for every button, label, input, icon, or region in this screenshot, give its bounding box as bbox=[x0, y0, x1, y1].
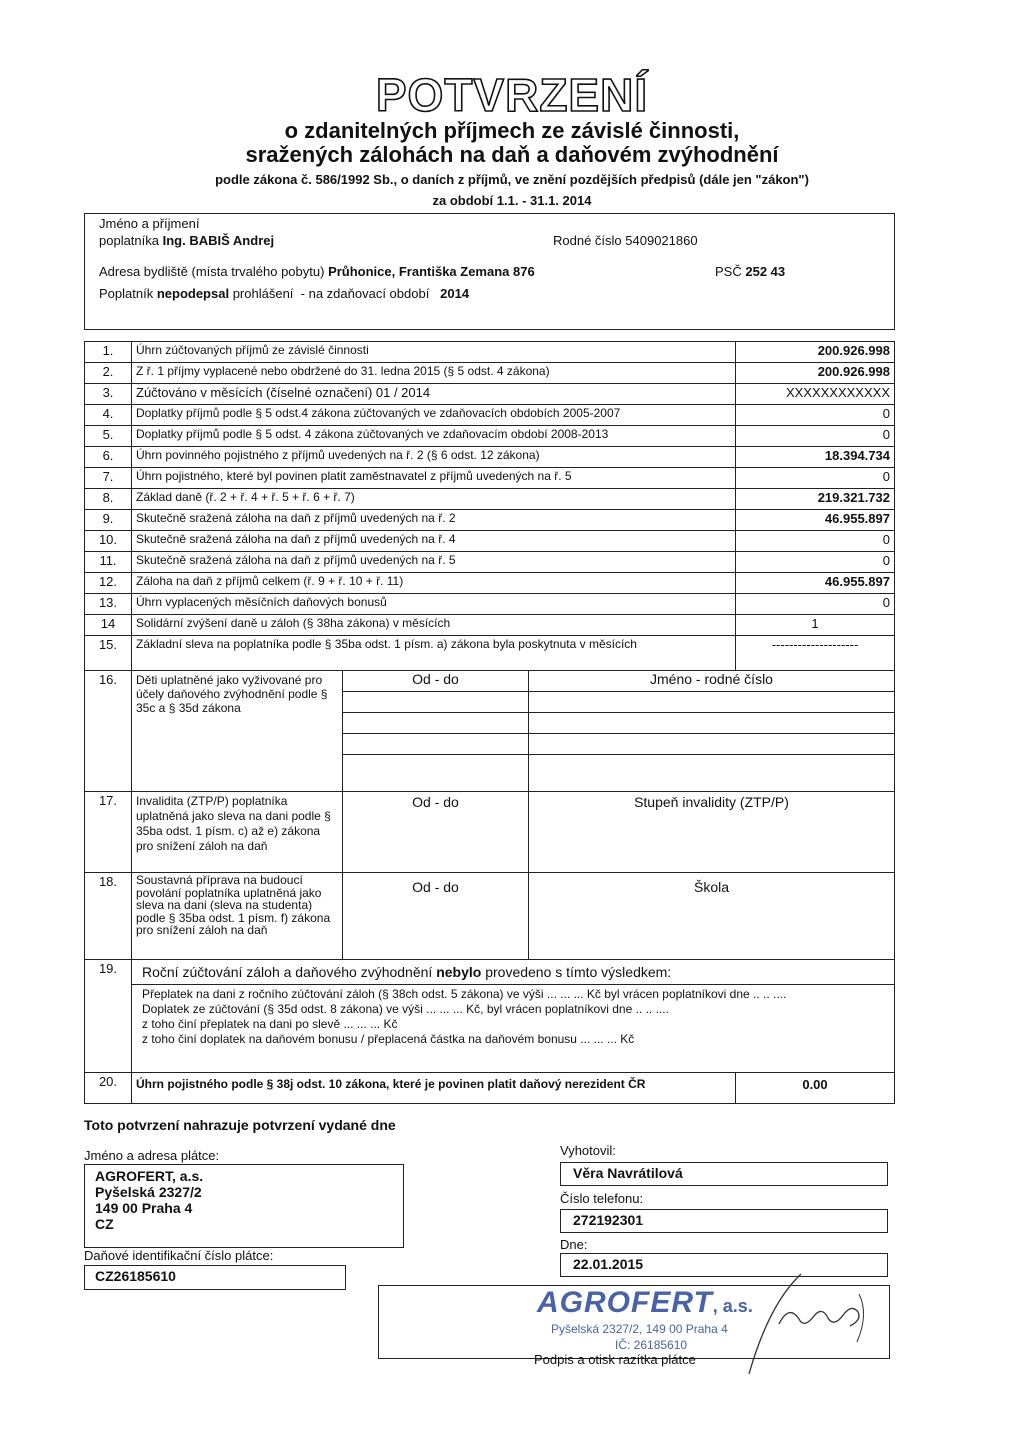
row-value: 200.926.998 bbox=[736, 363, 895, 384]
row-description: Solidární zvýšení daně u záloh (§ 38ha zákona) v měsících bbox=[132, 615, 736, 636]
row-number: 12. bbox=[85, 573, 132, 594]
row-description: Úhrn pojistného podle § 38j odst. 10 zákona, které je povinen platit daňový nerezident ČR bbox=[132, 1073, 736, 1104]
row16-content bbox=[132, 671, 895, 792]
row-value: 46.955.897 bbox=[736, 573, 895, 594]
psc-value: 252 43 bbox=[745, 264, 786, 279]
row-number: 17. bbox=[85, 792, 132, 873]
row19-content bbox=[132, 960, 895, 1073]
row-number: 1. bbox=[85, 342, 132, 363]
row19-line-2: Doplatek ze zúčtování (§ 35d odst. 8 zákona) ve výši ... ... ... Kč, byl vrácen poplatníkovi dne .. .. .... bbox=[142, 1002, 669, 1016]
row-value: 1 bbox=[736, 615, 895, 636]
row-number: 10. bbox=[85, 531, 132, 552]
row19-line-3: z toho činí přeplatek na dani po slevě ... ... ... Kč bbox=[142, 1017, 398, 1031]
address-label: Adresa bydliště (místa trvalého pobytu) bbox=[99, 264, 325, 279]
table-row bbox=[85, 615, 895, 636]
document-title: POTVRZENÍ bbox=[375, 69, 649, 121]
row-number: 19. bbox=[85, 960, 132, 1073]
row-number: 9. bbox=[85, 510, 132, 531]
income-table bbox=[84, 341, 895, 1104]
dic-box bbox=[84, 1265, 346, 1290]
row19-lines bbox=[132, 985, 894, 1049]
dic-value: CZ26185610 bbox=[95, 1268, 176, 1284]
row-number: 11. bbox=[85, 552, 132, 573]
row18-content bbox=[132, 873, 895, 960]
table-row bbox=[85, 426, 895, 447]
table-row bbox=[85, 405, 895, 426]
payer-street: Pyšelská 2327/2 bbox=[95, 1184, 202, 1200]
dic-label: Daňové identifikační číslo plátce: bbox=[84, 1248, 274, 1263]
table-row-19 bbox=[85, 960, 895, 1073]
row-description: Záloha na daň z příjmů celkem (ř. 9 + ř. 10 + ř. 11) bbox=[132, 573, 736, 594]
payer-name: AGROFERT, a.s. bbox=[95, 1168, 204, 1184]
row-number: 14 bbox=[85, 615, 132, 636]
payer-country: CZ bbox=[95, 1216, 114, 1232]
row-value: XXXXXXXXXXXX bbox=[736, 384, 895, 405]
row-description: Skutečně sražená záloha na daň z příjmů uvedených na ř. 2 bbox=[132, 510, 736, 531]
row-value: 0 bbox=[736, 552, 895, 573]
stamp-logo-text: AGROFERT bbox=[537, 1286, 713, 1319]
row-description: Skutečně sražená záloha na daň z příjmů uvedených na ř. 5 bbox=[132, 552, 736, 573]
prepared-value: Věra Navrátilová bbox=[573, 1165, 683, 1181]
row19-head-c: provedeno s tímto výsledkem: bbox=[485, 964, 672, 980]
taxpayer-name: Ing. BABIŠ Andrej bbox=[162, 233, 275, 248]
signed-suffix: prohlášení bbox=[232, 286, 294, 301]
row-description: Zúčtováno v měsících (číselné označení) 01 / 2014 bbox=[132, 384, 736, 405]
row-number: 6. bbox=[85, 447, 132, 468]
table-row-18 bbox=[85, 873, 895, 960]
col-school: Škola bbox=[693, 879, 730, 895]
signature-icon bbox=[739, 1264, 889, 1384]
table-row bbox=[85, 594, 895, 615]
row-description: Soustavná příprava na budoucí povolání poplatníka uplatněná jako sleva na dani (sleva na studenta) podle § 35ba odst. 1 písm. f) zákona pro snížení záloh na daň bbox=[132, 873, 343, 959]
date-label: Dne: bbox=[560, 1237, 588, 1252]
row-number: 3. bbox=[85, 384, 132, 405]
table-row bbox=[85, 468, 895, 489]
row-description: Invalidita (ZTP/P) poplatníka uplatněná jako sleva na dani podle § 35ba odst. 1 písm. c) až e) zákona pro snížení záloh na daň bbox=[132, 792, 343, 872]
table-row bbox=[85, 573, 895, 594]
prepared-box bbox=[560, 1162, 888, 1186]
prepared-label: Vyhotovil: bbox=[560, 1143, 616, 1158]
law-reference: podle zákona č. 586/1992 Sb., o daních z příjmů, ve znění pozdějších předpisů (dále jen "zákon") bbox=[215, 172, 809, 187]
table-row-17 bbox=[85, 792, 895, 873]
table-row bbox=[85, 342, 895, 363]
row-number: 15. bbox=[85, 636, 132, 671]
payer-city: 149 00 Praha 4 bbox=[95, 1200, 193, 1216]
stamp-logo-suffix: , a.s. bbox=[712, 1296, 753, 1316]
row-description: Z ř. 1 příjmy vyplacené nebo obdržené do 31. ledna 2015 (§ 5 odst. 4 zákona) bbox=[132, 363, 736, 384]
row-value: 219.321.732 bbox=[736, 489, 895, 510]
stamp-address: Pyšelská 2327/2, 149 00 Praha 4 bbox=[551, 1322, 728, 1336]
phone-label: Číslo telefonu: bbox=[560, 1191, 644, 1206]
row-value: 0 bbox=[736, 405, 895, 426]
table-row-16 bbox=[85, 671, 895, 792]
row-description: Úhrn pojistného, které byl povinen platit zaměstnavatel z příjmů uvedených na ř. 5 bbox=[132, 468, 736, 489]
replace-note: Toto potvrzení nahrazuje potvrzení vydané dne bbox=[84, 1117, 396, 1133]
table-row bbox=[85, 447, 895, 468]
row-number: 7. bbox=[85, 468, 132, 489]
phone-box bbox=[560, 1209, 888, 1233]
row-description: Děti uplatněné jako vyživované pro účely daňového zvýhodnění podle § 35c a § 35d zákona bbox=[132, 671, 343, 791]
table-row bbox=[85, 636, 895, 671]
address-line bbox=[99, 264, 535, 279]
signed-line bbox=[99, 286, 469, 301]
subtitle-line-2: sražených zálohách na daň a daňovém zvýhodnění bbox=[245, 142, 779, 167]
row-value: 0.00 bbox=[736, 1073, 895, 1104]
table-row-20 bbox=[85, 1073, 895, 1104]
row19-head-a: Roční zúčtování záloh a daňového zvýhodnění bbox=[142, 964, 433, 980]
row-description: Základ daně (ř. 2 + ř. 4 + ř. 5 + ř. 6 + ř. 7) bbox=[132, 489, 736, 510]
col-od-do: Od - do bbox=[343, 671, 529, 691]
subtitle-line-1: o zdanitelných příjmech ze závislé činnosti, bbox=[284, 118, 740, 143]
row-description: Úhrn vyplacených měsíčních daňových bonusů bbox=[132, 594, 736, 615]
row19-header bbox=[132, 960, 894, 985]
signed-value: nepodepsal bbox=[156, 286, 230, 301]
stamp-logo bbox=[537, 1286, 753, 1320]
row-number: 20. bbox=[85, 1073, 132, 1104]
taxpayer-box bbox=[84, 213, 895, 330]
row-description: Úhrn povinného pojistného z příjmů uvedených na ř. 2 (§ 6 odst. 12 zákona) bbox=[132, 447, 736, 468]
table-row bbox=[85, 531, 895, 552]
payer-label: Jméno a adresa plátce: bbox=[84, 1148, 220, 1163]
row-value: 18.394.734 bbox=[736, 447, 895, 468]
name-label: Jméno a příjmení bbox=[99, 216, 200, 231]
row-value: 200.926.998 bbox=[736, 342, 895, 363]
row-value: 0 bbox=[736, 468, 895, 489]
row-number: 4. bbox=[85, 405, 132, 426]
row19-line-1: Přeplatek na dani z ročního zúčtování záloh (§ 38ch odst. 5 zákona) ve výši ... ... ... Kč byl vrácen poplatníkovi dne .. .. .... bbox=[142, 987, 787, 1001]
children-grid bbox=[343, 671, 894, 791]
row-number: 2. bbox=[85, 363, 132, 384]
period: za období 1.1. - 31.1. 2014 bbox=[432, 193, 592, 208]
row-value: -------------------- bbox=[736, 636, 895, 671]
name-label-2: poplatníka bbox=[99, 233, 159, 248]
table-row bbox=[85, 510, 895, 531]
row-number: 5. bbox=[85, 426, 132, 447]
psc-line bbox=[715, 264, 785, 279]
date-value: 22.01.2015 bbox=[573, 1256, 644, 1272]
table-row bbox=[85, 363, 895, 384]
stamp-box bbox=[378, 1285, 890, 1359]
table-row bbox=[85, 552, 895, 573]
birth-number: 5409021860 bbox=[625, 233, 698, 248]
payer-box bbox=[84, 1164, 404, 1248]
row-value: 0 bbox=[736, 426, 895, 447]
row-value: 0 bbox=[736, 531, 895, 552]
row-description: Doplatky příjmů podle § 5 odst.4 zákona zúčtovaných ve zdaňovacích obdobích 2005-2007 bbox=[132, 405, 736, 426]
row-description: Skutečně sražená záloha na daň z příjmů uvedených na ř. 4 bbox=[132, 531, 736, 552]
stamp-ic: IČ: 26185610 bbox=[615, 1338, 688, 1352]
period-text: - na zdaňovací období bbox=[300, 286, 430, 301]
signature-label: Podpis a otisk razítka plátce bbox=[534, 1352, 696, 1367]
table-row bbox=[85, 489, 895, 510]
row-number: 16. bbox=[85, 671, 132, 792]
col-od-do: Od - do bbox=[343, 873, 529, 959]
row-value: 0 bbox=[736, 594, 895, 615]
row19-line-4: z toho činí doplatek na daňovém bonusu / přeplacená částka na daňovém bonusu ... ... ... Kč bbox=[142, 1032, 635, 1046]
row-description: Doplatky příjmů podle § 5 odst. 4 zákona zúčtovaných ve zdaňovacím období 2008-2013 bbox=[132, 426, 736, 447]
col-name-birth: Jméno - rodné číslo bbox=[650, 671, 773, 687]
col-invalidity: Stupeň invalidity (ZTP/P) bbox=[634, 794, 789, 810]
row-description: Základní sleva na poplatníka podle § 35ba odst. 1 písm. a) zákona byla poskytnuta v měsících bbox=[132, 636, 736, 671]
row-number: 13. bbox=[85, 594, 132, 615]
row-value: 46.955.897 bbox=[736, 510, 895, 531]
tax-year: 2014 bbox=[440, 286, 470, 301]
col-od-do: Od - do bbox=[343, 792, 529, 872]
phone-value: 272192301 bbox=[573, 1212, 644, 1228]
address-value: Průhonice, Františka Zemana 876 bbox=[328, 264, 535, 279]
row-description: Úhrn zúčtovaných příjmů ze závislé činnosti bbox=[132, 342, 736, 363]
birth-label: Rodné číslo bbox=[553, 233, 622, 248]
row17-content bbox=[132, 792, 895, 873]
psc-label: PSČ bbox=[715, 264, 742, 279]
row19-head-b: nebylo bbox=[436, 964, 482, 980]
signed-prefix: Poplatník bbox=[99, 286, 154, 301]
row-number: 18. bbox=[85, 873, 132, 960]
name-line bbox=[99, 233, 274, 248]
birth-line bbox=[553, 233, 698, 248]
table-row bbox=[85, 384, 895, 405]
row-number: 8. bbox=[85, 489, 132, 510]
